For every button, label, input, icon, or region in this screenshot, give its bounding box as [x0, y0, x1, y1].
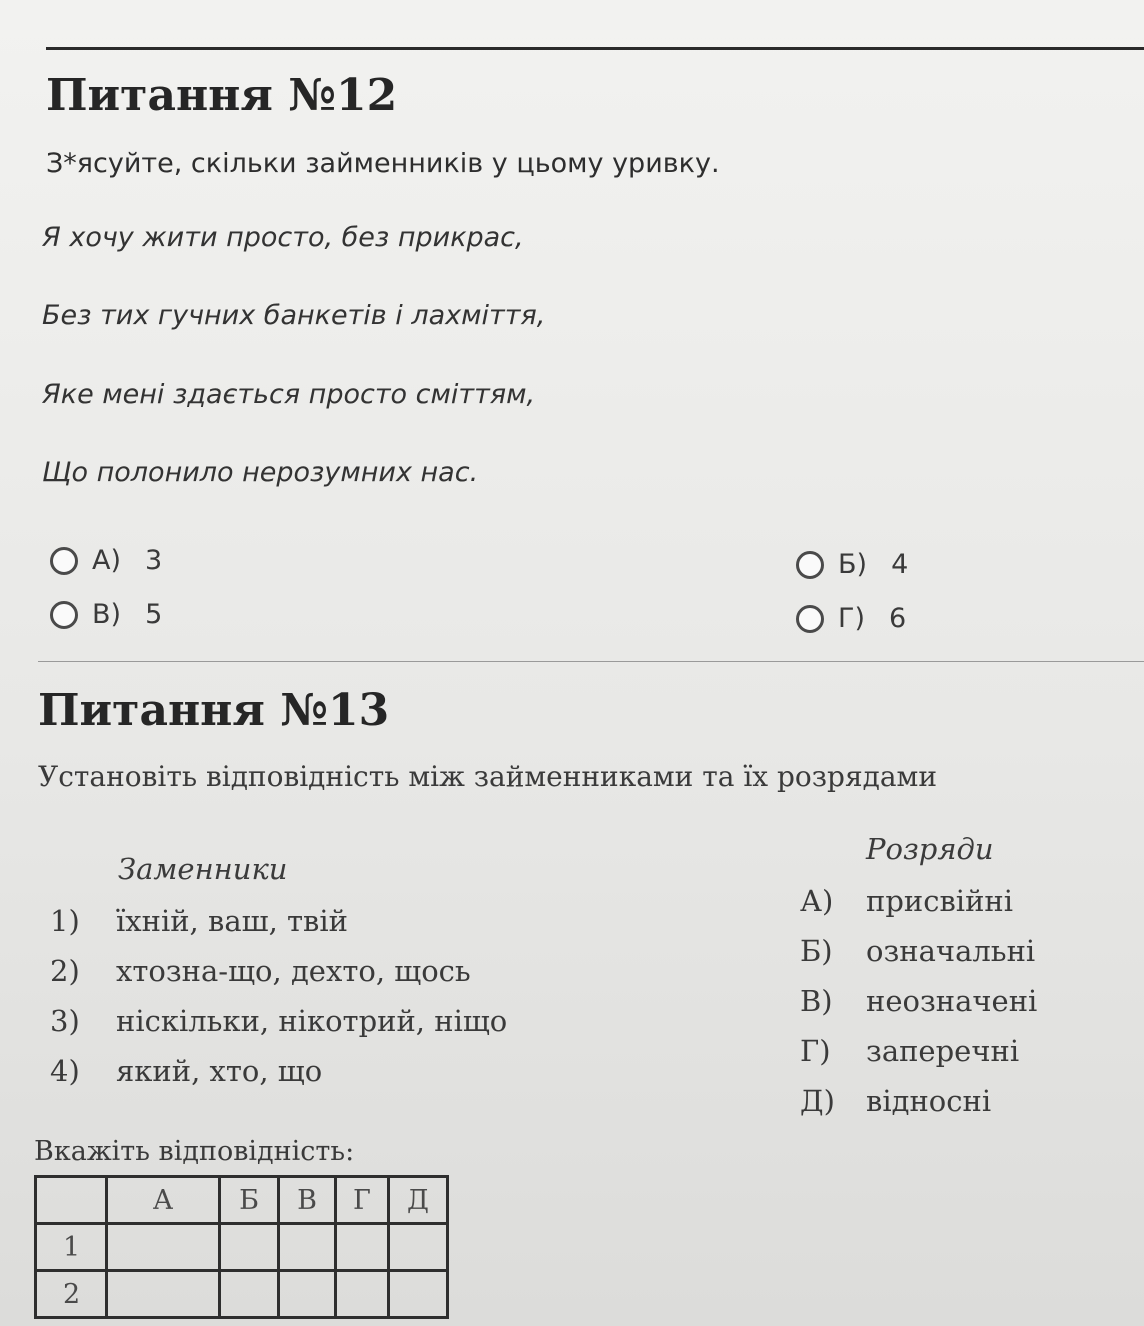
poem-line-1: Я хочу жити просто, без прикрас, — [42, 222, 524, 253]
option-g[interactable] — [796, 603, 906, 634]
answer-grid-row-header: 1 — [36, 1224, 107, 1271]
option-value: 4 — [891, 549, 909, 580]
option-v[interactable] — [50, 599, 162, 630]
pronoun-number: 3) — [50, 1004, 80, 1038]
categories-header: Розряди — [866, 832, 994, 866]
answer-grid-column-header: А — [107, 1177, 220, 1224]
answer-cell-1-v[interactable] — [279, 1224, 336, 1271]
category-letter: Д) — [800, 1084, 835, 1118]
answer-cell-1-a[interactable] — [107, 1224, 220, 1271]
pronoun-row-1 — [50, 904, 348, 938]
pronoun-text: який, хто, що — [116, 1054, 323, 1088]
answer-grid — [34, 1175, 449, 1319]
category-letter: В) — [800, 984, 833, 1018]
pronoun-row-2 — [50, 954, 471, 988]
radio-icon[interactable] — [50, 547, 78, 575]
option-value: 6 — [889, 603, 907, 634]
category-letter: Г) — [800, 1034, 831, 1068]
radio-icon[interactable] — [796, 551, 824, 579]
radio-icon[interactable] — [796, 605, 824, 633]
category-text: присвійні — [866, 884, 1013, 918]
answer-cell-1-g[interactable] — [336, 1224, 389, 1271]
option-value: 5 — [145, 599, 163, 630]
pronoun-number: 2) — [50, 954, 80, 988]
question-13-title: Питання №13 — [38, 685, 390, 736]
poem-line-2: Без тих гучних банкетів і лахміття, — [42, 300, 546, 331]
radio-icon[interactable] — [50, 601, 78, 629]
category-text: означальні — [866, 934, 1036, 968]
pronoun-number: 4) — [50, 1054, 80, 1088]
question-12-prompt: З*ясуйте, скільки займенників у цьому уривку. — [46, 148, 720, 179]
option-letter: В) — [92, 599, 122, 630]
question-12-title: Питання №12 — [46, 70, 398, 121]
category-text: відносні — [866, 1084, 992, 1118]
option-letter: А) — [92, 545, 122, 576]
answer-cell-1-d[interactable] — [389, 1224, 448, 1271]
answer-grid-column-header: В — [279, 1177, 336, 1224]
answer-grid-corner — [36, 1177, 107, 1224]
category-letter: А) — [800, 884, 834, 918]
answer-grid-column-header: Г — [336, 1177, 389, 1224]
poem-line-3: Яке мені здається просто сміттям, — [42, 379, 536, 410]
section-divider — [38, 661, 1144, 662]
answer-cell-2-d[interactable] — [389, 1271, 448, 1318]
answer-cell-2-g[interactable] — [336, 1271, 389, 1318]
option-a[interactable] — [50, 545, 162, 576]
pronoun-row-3 — [50, 1004, 507, 1038]
answer-grid-header-row — [36, 1177, 448, 1224]
category-text: неозначені — [866, 984, 1038, 1018]
pronoun-row-4 — [50, 1054, 322, 1088]
option-letter: Г) — [838, 603, 865, 634]
answer-label: Вкажіть відповідність: — [34, 1136, 355, 1167]
answer-grid-row-header: 2 — [36, 1271, 107, 1318]
answer-cell-2-v[interactable] — [279, 1271, 336, 1318]
answer-cell-2-a[interactable] — [107, 1271, 220, 1318]
category-text: заперечні — [866, 1034, 1020, 1068]
answer-cell-2-b[interactable] — [220, 1271, 279, 1318]
answer-cell-1-b[interactable] — [220, 1224, 279, 1271]
pronoun-text: ніскільки, нікотрий, ніщо — [116, 1004, 508, 1038]
top-divider — [46, 47, 1144, 50]
option-value: 3 — [145, 545, 163, 576]
option-b[interactable] — [796, 549, 908, 580]
poem-line-4: Що полонило нерозумних нас. — [42, 457, 479, 488]
category-letter: Б) — [800, 934, 833, 968]
pronoun-text: хтозна-що, дехто, щось — [116, 954, 471, 988]
answer-grid-column-header: Д — [389, 1177, 448, 1224]
answer-grid-column-header: Б — [220, 1177, 279, 1224]
category-row-b — [800, 934, 1035, 968]
answer-grid-row-2 — [36, 1271, 448, 1318]
pronoun-text: їхній, ваш, твій — [116, 904, 348, 938]
question-13-prompt: Установіть відповідність між займенниками та їх розрядами — [38, 760, 937, 793]
pronoun-number: 1) — [50, 904, 80, 938]
category-row-g — [800, 1034, 1019, 1068]
category-row-d — [800, 1084, 991, 1118]
category-row-v — [800, 984, 1037, 1018]
category-row-a — [800, 884, 1013, 918]
option-letter: Б) — [838, 549, 868, 580]
answer-grid-row-1 — [36, 1224, 448, 1271]
pronouns-header: Заменники — [118, 852, 288, 886]
